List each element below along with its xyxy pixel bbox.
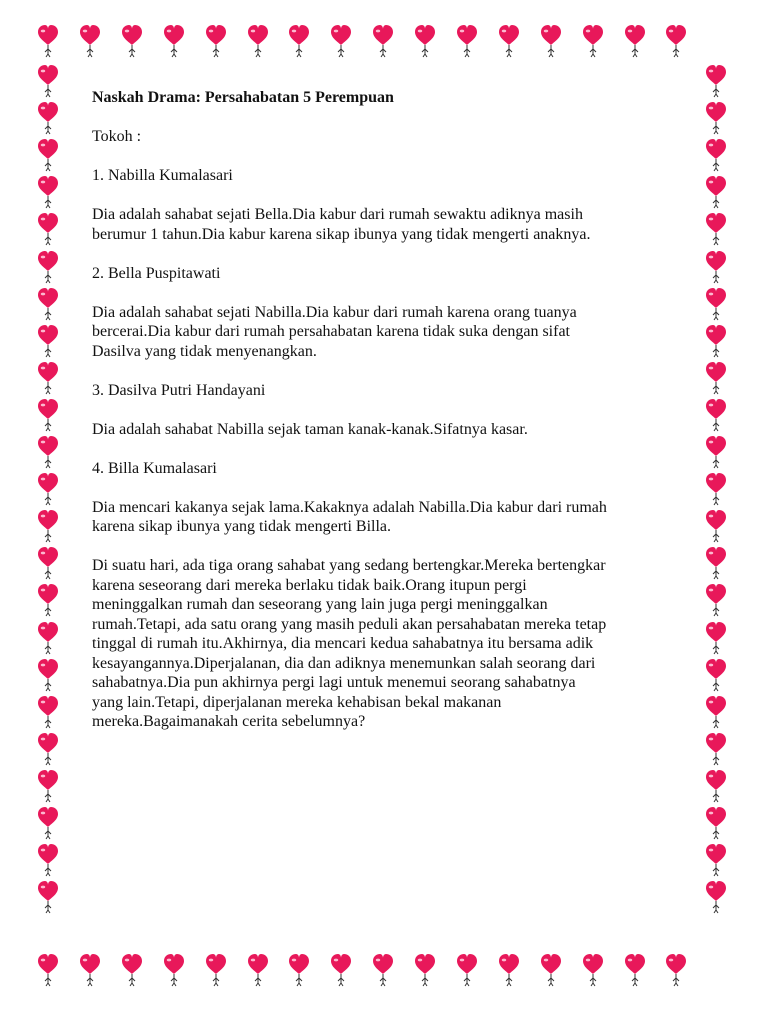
heart-balloon-icon	[706, 139, 726, 171]
character-3-desc-line: Dia adalah sahabat Nabilla sejak taman kanak-kanak.Sifatnya kasar.	[92, 420, 528, 438]
heart-balloon-icon	[38, 436, 58, 468]
heart-balloon-icon	[706, 547, 726, 579]
heart-balloon-icon	[80, 25, 100, 57]
heart-balloon-icon	[164, 25, 184, 57]
heart-balloon-icon	[38, 954, 58, 986]
document-title: Naskah Drama: Persahabatan 5 Perempuan	[92, 89, 394, 106]
heart-balloon-icon	[706, 844, 726, 876]
heart-balloon-icon	[38, 473, 58, 505]
heart-balloon-icon	[625, 954, 645, 986]
heart-balloon-icon	[38, 251, 58, 283]
heart-balloon-icon	[248, 954, 268, 986]
heart-balloon-icon	[499, 25, 519, 57]
heart-balloon-icon	[38, 881, 58, 913]
character-4-desc-line: karena sikap ibunya yang tidak mengerti Billa.	[92, 518, 392, 535]
heart-balloon-icon	[373, 25, 393, 57]
heart-balloon-icon	[164, 954, 184, 986]
heart-balloon-icon	[706, 176, 726, 208]
heart-balloon-icon	[666, 25, 686, 57]
story-line: meninggalkan rumah dan seseorang yang lain juga pergi meninggalkan	[92, 596, 548, 613]
heart-balloon-icon	[38, 102, 58, 134]
heart-balloon-icon	[706, 288, 726, 320]
story-line: kesayangannya.Diperjalanan, dia dan adiknya menemunkan salah seorang dari	[92, 654, 596, 672]
heart-balloon-icon	[457, 25, 477, 57]
character-2-desc-line: Dia adalah sahabat sejati Nabilla.Dia kabur dari rumah karena orang tuanya	[92, 303, 577, 321]
character-3-name: 3. Dasilva Putri Handayani	[92, 381, 266, 399]
heart-balloon-icon	[706, 696, 726, 728]
heart-balloon-icon	[38, 659, 58, 691]
heart-balloon-icon	[80, 954, 100, 986]
heart-balloon-icon	[38, 733, 58, 765]
heart-balloon-icon	[457, 954, 477, 986]
heart-balloon-icon	[706, 362, 726, 394]
heart-balloon-icon	[499, 954, 519, 986]
character-2-desc-line: Dasilva yang tidak menyenangkan.	[92, 342, 317, 360]
heart-balloon-icon	[706, 622, 726, 654]
heart-balloon-icon	[38, 288, 58, 320]
story-line: Di suatu hari, ada tiga orang sahabat yang sedang bertengkar.Mereka bertengkar	[92, 557, 606, 574]
heart-balloon-icon	[289, 25, 309, 57]
heart-balloon-icon	[706, 251, 726, 283]
story-line: yang lain.Tetapi, diperjalanan mereka kehabisan bekal makanan	[92, 693, 502, 711]
heart-balloon-icon	[706, 102, 726, 134]
document-body	[92, 88, 692, 732]
heart-balloon-icon	[583, 954, 603, 986]
heart-balloon-icon	[122, 954, 142, 986]
heart-balloon-icon	[706, 436, 726, 468]
cast-heading: Tokoh :	[92, 128, 142, 145]
heart-balloon-icon	[122, 25, 142, 57]
heart-balloon-icon	[706, 807, 726, 839]
heart-balloon-icon	[38, 65, 58, 97]
heart-balloon-icon	[38, 510, 58, 542]
heart-balloon-icon	[38, 213, 58, 245]
story-line: rumah.Tetapi, ada satu orang yang masih peduli akan persahabatan mereka tetap	[92, 615, 607, 633]
heart-balloon-icon	[38, 584, 58, 616]
story-line: tinggal di rumah itu.Akhirnya, dia mencari kedua sahabatnya itu bersama adik	[92, 635, 594, 652]
story-line: karena seseorang dari mereka berlaku tidak baik.Orang itupun pergi	[92, 576, 527, 594]
heart-balloon-icon	[38, 696, 58, 728]
heart-balloon-icon	[541, 954, 561, 986]
heart-balloon-icon	[583, 25, 603, 57]
heart-balloon-icon	[706, 325, 726, 357]
heart-balloon-icon	[625, 25, 645, 57]
heart-balloon-icon	[331, 25, 351, 57]
heart-balloon-icon	[38, 139, 58, 171]
heart-balloon-icon	[373, 954, 393, 986]
character-1-desc-line: Dia adalah sahabat sejati Bella.Dia kabur dari rumah sewaktu adiknya masih	[92, 206, 583, 223]
heart-balloon-icon	[666, 954, 686, 986]
character-1-name: 1. Nabilla Kumalasari	[92, 167, 233, 184]
heart-balloon-icon	[38, 547, 58, 579]
heart-balloon-icon	[289, 954, 309, 986]
heart-balloon-icon	[38, 362, 58, 394]
heart-balloon-icon	[206, 954, 226, 986]
story-line: mereka.Bagaimanakah cerita sebelumnya?	[92, 713, 366, 730]
heart-balloon-icon	[38, 807, 58, 839]
heart-balloon-icon	[415, 954, 435, 986]
heart-balloon-icon	[706, 399, 726, 431]
heart-balloon-icon	[206, 25, 226, 57]
heart-balloon-icon	[706, 659, 726, 691]
heart-balloon-icon	[38, 176, 58, 208]
heart-balloon-icon	[706, 213, 726, 245]
heart-balloon-icon	[38, 770, 58, 802]
story-line: sahabatnya.Dia pun akhirnya pergi lagi untuk menemui seorang sahabatnya	[92, 674, 576, 691]
heart-balloon-icon	[706, 65, 726, 97]
heart-balloon-icon	[331, 954, 351, 986]
character-2-name: 2. Bella Puspitawati	[92, 264, 221, 282]
heart-balloon-icon	[706, 510, 726, 542]
character-4-desc-line: Dia mencari kakanya sejak lama.Kakaknya adalah Nabilla.Dia kabur dari rumah	[92, 498, 607, 516]
character-4-name: 4. Billa Kumalasari	[92, 459, 217, 477]
heart-balloon-icon	[38, 622, 58, 654]
heart-balloon-icon	[38, 844, 58, 876]
heart-balloon-icon	[706, 584, 726, 616]
heart-balloon-icon	[541, 25, 561, 57]
heart-balloon-icon	[38, 399, 58, 431]
heart-balloon-icon	[706, 881, 726, 913]
heart-balloon-icon	[38, 325, 58, 357]
heart-balloon-icon	[248, 25, 268, 57]
character-2-desc-line: bercerai.Dia kabur dari rumah persahabatan karena tidak suka dengan sifat	[92, 323, 570, 340]
heart-balloon-icon	[706, 473, 726, 505]
heart-balloon-icon	[706, 733, 726, 765]
heart-balloon-icon	[706, 770, 726, 802]
character-1-desc-line: berumur 1 tahun.Dia kabur karena sikap ibunya yang tidak mengerti anaknya.	[92, 225, 591, 243]
heart-balloon-icon	[38, 25, 58, 57]
heart-balloon-icon	[415, 25, 435, 57]
